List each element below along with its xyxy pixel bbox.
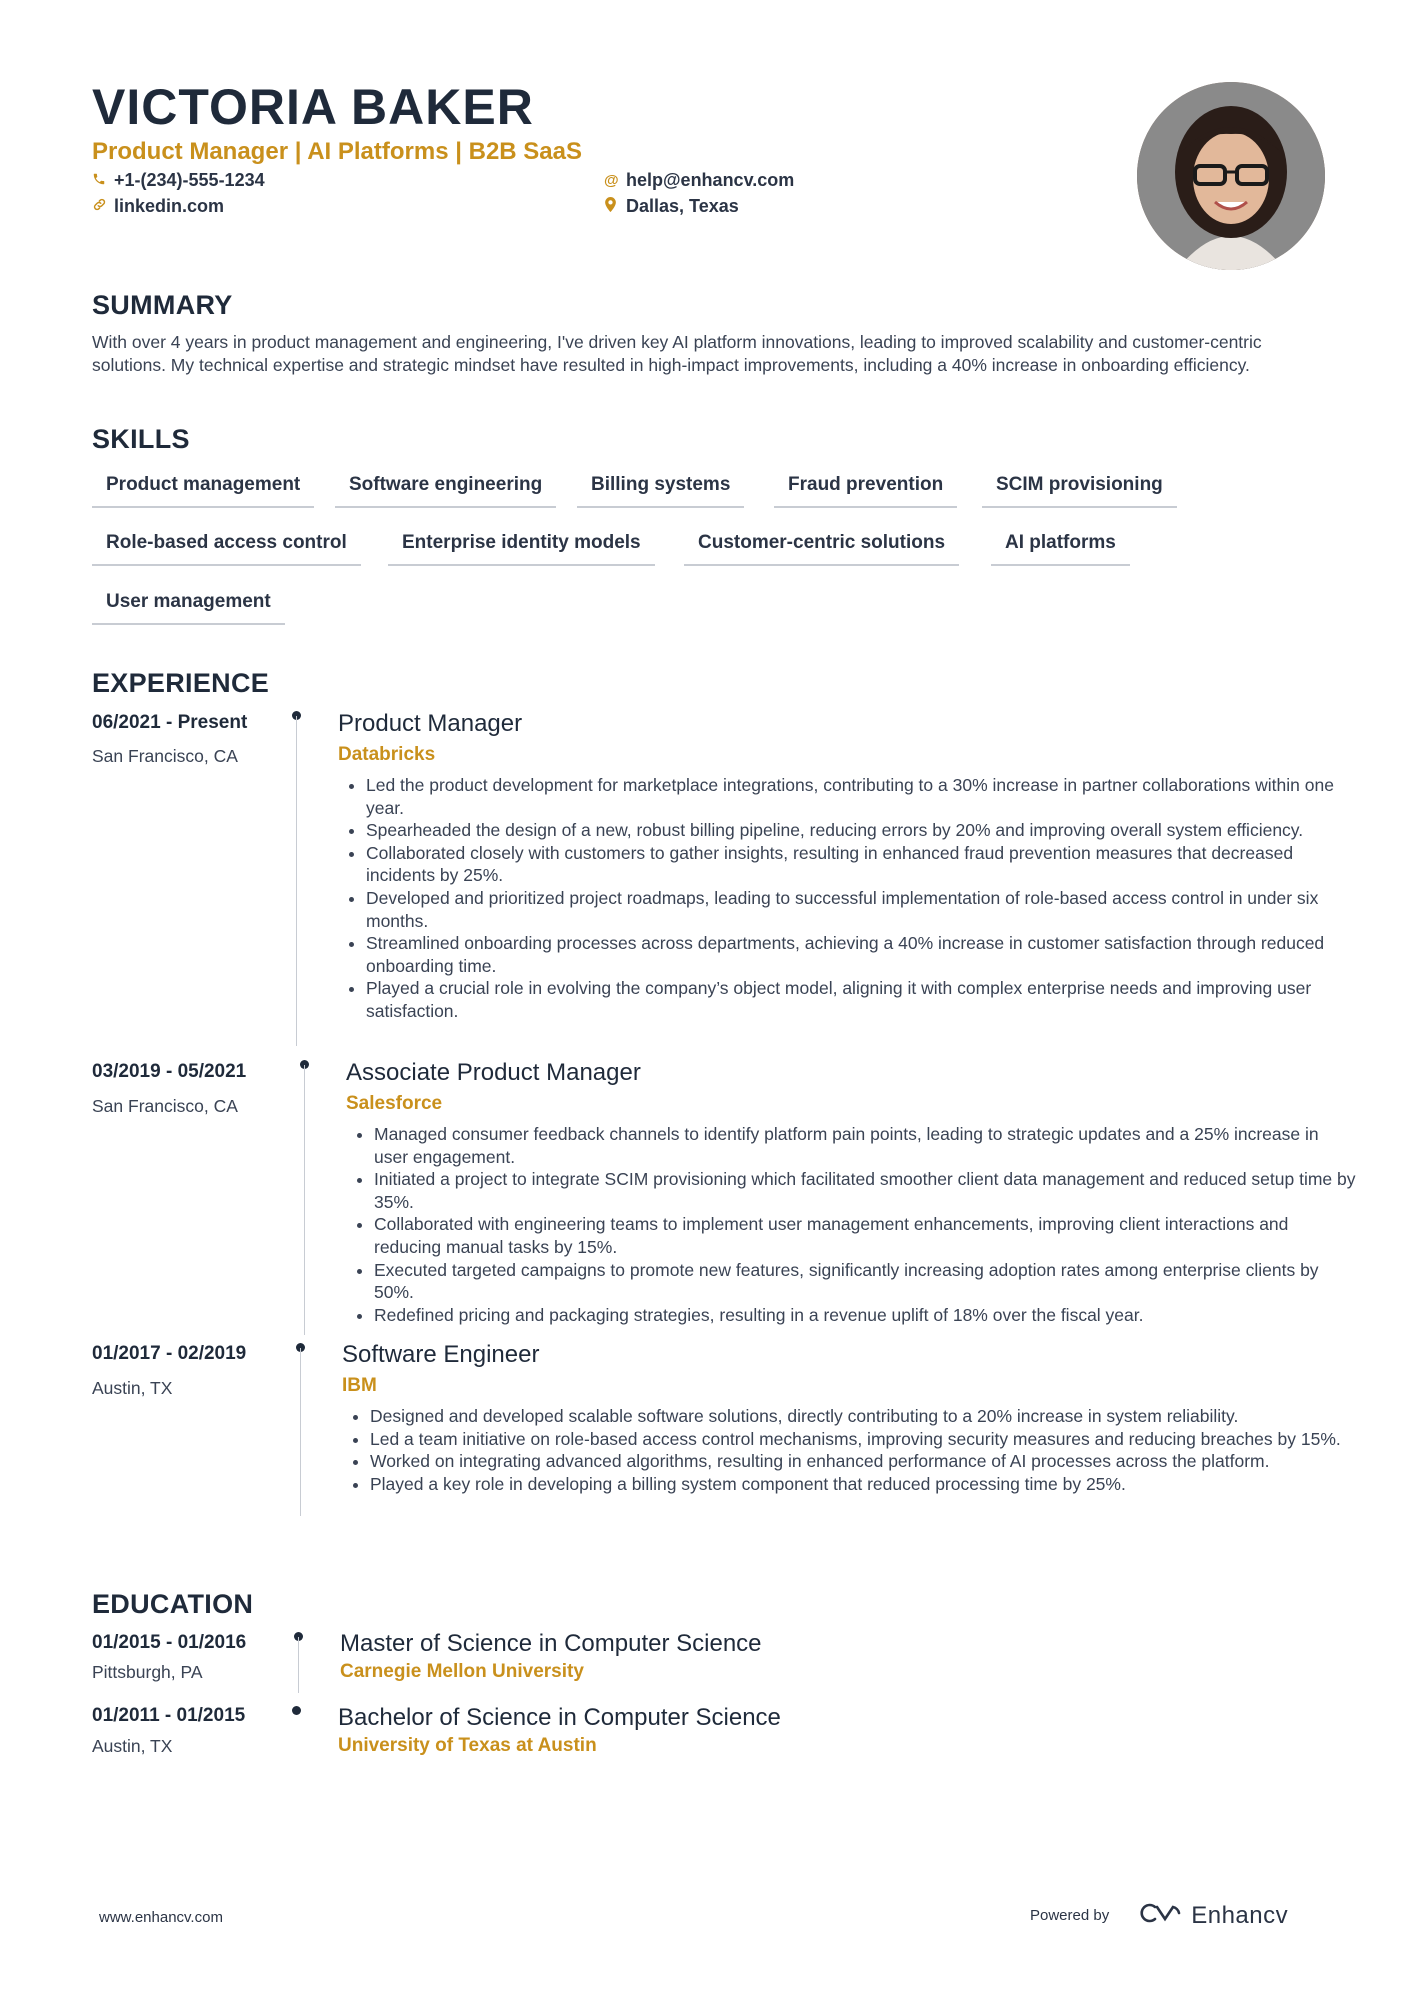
job-bullets xyxy=(338,774,1356,1023)
skill-chip: Software engineering xyxy=(335,474,556,508)
powered-by-text: Powered by xyxy=(1030,1907,1110,1924)
education-heading: EDUCATION xyxy=(92,1589,254,1619)
skill-chip: Billing systems xyxy=(577,474,744,508)
footer-branding xyxy=(1030,1901,1288,1930)
linkedin-text[interactable]: linkedin.com xyxy=(114,196,225,216)
job-role: Product Manager xyxy=(338,710,523,737)
list-item: • Redefined pricing and packaging strategies, resulting in a revenue uplift of 18% over the fiscal year. xyxy=(374,1304,1356,1327)
list-item: • Collaborated closely with customers to gather insights, resulting in enhanced fraud prevention measures that decreased incidents by 25%. xyxy=(366,842,1356,887)
list-item: • Worked on integrating advanced algorithms, resulting in enhanced performance of AI processes across the platform. xyxy=(370,1450,1356,1473)
list-item: • Developed and prioritized project roadmaps, leading to successful implementation of role-based access control in under six months. xyxy=(366,887,1356,932)
job-bullets xyxy=(342,1405,1356,1495)
job-location: San Francisco, CA xyxy=(92,746,238,766)
skill-chip: Fraud prevention xyxy=(774,474,957,508)
education-location: Pittsburgh, PA xyxy=(92,1662,203,1682)
education-location: Austin, TX xyxy=(92,1736,173,1756)
education-school: University of Texas at Austin xyxy=(338,1735,597,1756)
linkedin-contact[interactable] xyxy=(92,196,224,217)
job-role: Associate Product Manager xyxy=(346,1059,641,1086)
list-item: • Managed consumer feedback channels to identify platform pain points, leading to strategic updates and a 25% increase in user engagement. xyxy=(374,1123,1356,1168)
job-dates: 01/2017 - 02/2019 xyxy=(92,1343,247,1364)
candidate-name: VICTORIA BAKER xyxy=(92,79,534,135)
list-item: • Streamlined onboarding processes across departments, achieving a 40% increase in customer satisfaction through reduced onboarding time. xyxy=(366,932,1356,977)
skill-chip: AI platforms xyxy=(991,532,1130,566)
job-company: IBM xyxy=(342,1375,377,1396)
summary-heading: SUMMARY xyxy=(92,290,233,320)
email-contact[interactable] xyxy=(604,170,794,191)
at-icon: @ xyxy=(604,172,619,189)
skill-chip: Customer-centric solutions xyxy=(684,532,959,566)
skill-chip: User management xyxy=(92,591,285,625)
job-company: Databricks xyxy=(338,744,436,765)
skill-chip: Role-based access control xyxy=(92,532,361,566)
location-contact xyxy=(604,196,739,217)
education-degree: Master of Science in Computer Science xyxy=(340,1630,762,1657)
job-dates: 03/2019 - 05/2021 xyxy=(92,1061,247,1082)
education-dates: 01/2011 - 01/2015 xyxy=(92,1705,246,1726)
link-icon xyxy=(92,197,114,216)
skill-chip: Enterprise identity models xyxy=(388,532,655,566)
job-role: Software Engineer xyxy=(342,1341,540,1368)
profile-photo xyxy=(1137,82,1325,270)
timeline-line xyxy=(296,716,297,1046)
list-item: • Spearheaded the design of a new, robust billing pipeline, reducing errors by 20% and improving overall system efficiency. xyxy=(366,819,1356,842)
list-item: • Executed targeted campaigns to promote new features, significantly increasing adoption rates among enterprise clients by 50%. xyxy=(374,1259,1356,1304)
timeline-line xyxy=(298,1637,299,1693)
enhancv-logo-icon xyxy=(1135,1901,1183,1930)
list-item: • Designed and developed scalable software solutions, directly contributing to a 20% increase in system reliability. xyxy=(370,1405,1356,1428)
list-item: • Collaborated with engineering teams to implement user management enhancements, improving client interactions and reducing manual tasks by 15%. xyxy=(374,1213,1356,1258)
list-item: • Led a team initiative on role-based access control mechanisms, improving security measures and reducing breaches by 15%. xyxy=(370,1428,1356,1451)
location-text: Dallas, Texas xyxy=(626,196,739,216)
skill-chip: SCIM provisioning xyxy=(982,474,1177,508)
summary-text: With over 4 years in product management and engineering, I've driven key AI platform innovations, leading to improved scalability and customer-centric solutions. My technical expertise and strategic mindset have resulted in high-impact improvements, including a 40% increase in onboarding efficiency. xyxy=(92,332,1262,375)
timeline-line xyxy=(300,1348,301,1516)
phone-icon xyxy=(92,172,114,190)
list-item: • Led the product development for marketplace integrations, contributing to a 30% increase in partner collaborations within one year. xyxy=(366,774,1356,819)
list-item: • Initiated a project to integrate SCIM provisioning which facilitated smoother client data management and reduced setup time by 35%. xyxy=(374,1168,1356,1213)
education-dates: 01/2015 - 01/2016 xyxy=(92,1632,247,1653)
phone-contact xyxy=(92,170,265,191)
education-school: Carnegie Mellon University xyxy=(340,1661,584,1682)
skill-chip: Product management xyxy=(92,474,314,508)
experience-heading: EXPERIENCE xyxy=(92,668,270,698)
job-bullets xyxy=(346,1123,1356,1326)
brand-name: Enhancv xyxy=(1191,1901,1289,1929)
candidate-title: Product Manager | AI Platforms | B2B SaaS xyxy=(92,138,582,165)
map-pin-icon xyxy=(604,197,626,216)
phone-text: +1-(234)-555-1234 xyxy=(114,170,265,190)
education-degree: Bachelor of Science in Computer Science xyxy=(338,1704,781,1731)
footer-website[interactable]: www.enhancv.com xyxy=(99,1909,223,1926)
email-text[interactable]: help@enhancv.com xyxy=(626,170,795,190)
timeline-dot xyxy=(292,1706,301,1715)
job-company: Salesforce xyxy=(346,1093,443,1114)
list-item: • Played a crucial role in evolving the company’s object model, aligning it with complex enterprise needs and improving user satisfaction. xyxy=(366,977,1356,1022)
job-location: San Francisco, CA xyxy=(92,1096,238,1116)
list-item: • Played a key role in developing a billing system component that reduced processing time by 25%. xyxy=(370,1473,1356,1496)
job-dates: 06/2021 - Present xyxy=(92,712,248,733)
skills-heading: SKILLS xyxy=(92,424,190,454)
job-location: Austin, TX xyxy=(92,1378,173,1398)
timeline-line xyxy=(304,1065,305,1335)
